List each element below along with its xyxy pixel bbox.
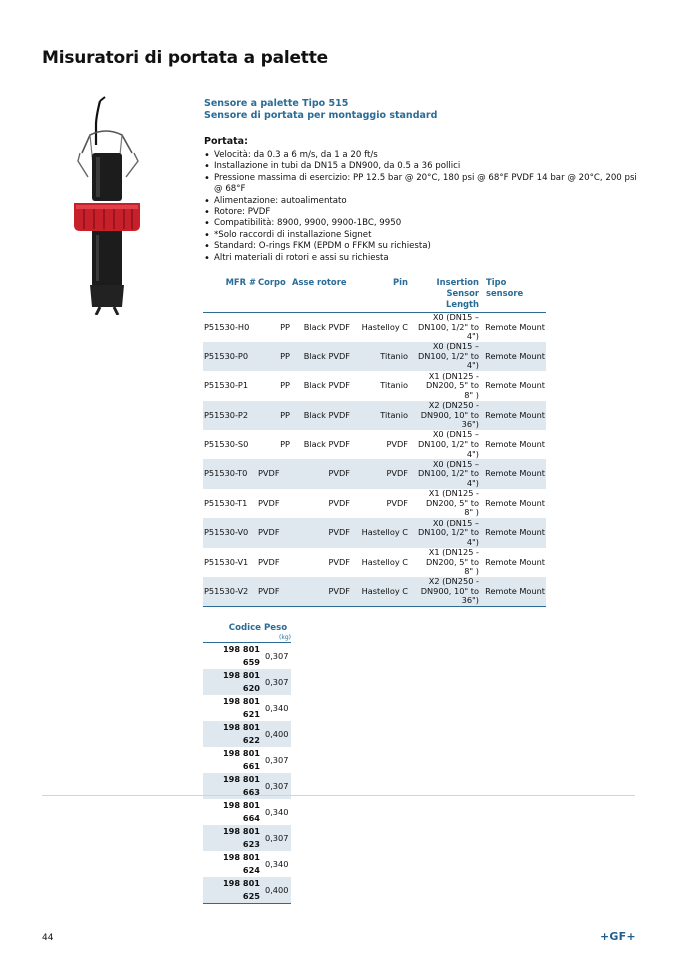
insertion-line: X1 (DN125 - [428,546,479,557]
cell-insertion [409,371,480,400]
cell-peso: 0,400 [261,877,291,904]
header-corpo: Corpo [257,276,291,313]
feature-item: • Installazione in tubi da DN15 a DN900, da 0.5 a 36 pollici [204,161,644,172]
feature-item: • Altri materiali di rotori e assi su richiesta [204,253,644,264]
cell-mfr: P51530-H0 [204,321,250,332]
cell-tipo: Remote Mount [480,459,546,488]
cell-mfr: P51530-P1 [204,380,249,391]
cell-insertion [409,459,480,488]
cell-tipo: Remote Mount [480,401,546,430]
insertion-line: X1 (DN125 - [428,488,479,499]
insertion-line: 4") [466,477,479,488]
cell-asse: PVDF [291,459,351,488]
cell-peso: 0,307 [261,825,291,851]
table-row [203,851,291,877]
cell-tipo: Remote Mount [485,321,545,332]
table-row [203,577,546,606]
header-tipo-sensore: Tipo sensore [480,276,546,313]
cell-peso: 0,307 [261,773,291,799]
cell-asse: Black PVDF [303,321,350,332]
cell-pin: Hastelloy C [361,321,408,332]
header-insertion-length [409,276,480,313]
table-row [203,548,546,577]
cell-corpo: PVDF [257,518,291,547]
cell-peso: 0,340 [265,702,289,713]
insertion-line: DN900, 10" to [420,585,479,596]
page-title: Misuratori di portata a palette [42,48,328,68]
insertion-line: 4") [466,331,479,342]
cell-asse: PVDF [328,497,350,508]
cell-codice: 198 801 621 [222,696,260,719]
insertion-line: X2 (DN250 - [428,399,479,410]
cell-asse: PVDF [291,518,351,547]
cell-peso: 0,307 [265,650,289,661]
cell-tipo: Remote Mount [485,380,545,391]
cell-asse: Black PVDF [291,342,351,371]
cell-pin: PVDF [386,438,408,449]
product-name: Sensore a palette Tipo 515 [204,98,349,109]
cell-corpo: PP [257,342,291,371]
cell-pin: Titanio [380,380,408,391]
cell-peso: 0,400 [261,721,291,747]
table-row [203,401,546,430]
cell-mfr: P51530-T0 [203,459,257,488]
cell-insertion [409,430,480,459]
cell-pin: PVDF [386,497,408,508]
insertion-line: 8" ) [464,566,479,577]
cell-insertion [409,489,480,518]
cell-corpo: PVDF [258,556,280,567]
insertion-line: X0 (DN15 – [432,517,479,528]
table-row [203,518,546,547]
cell-tipo: Remote Mount [485,556,545,567]
cell-corpo: PVDF [257,577,291,606]
section-heading: Portata: [204,136,248,147]
cell-mfr: P51530-V1 [204,556,249,567]
header-insertion-line2: Sensor [446,288,479,298]
cell-tipo: Remote Mount [480,577,546,606]
insertion-line: 8" ) [464,389,479,400]
table-row [203,799,291,825]
cell-asse: Black PVDF [291,401,351,430]
cell-mfr: P51530-S0 [204,438,249,449]
insertion-line: DN200, 5" to [425,380,479,391]
table-row [203,669,291,695]
header-pin: Pin [351,276,409,313]
product-description: Sensore di portata per montaggio standard [204,110,438,121]
cell-pin: Hastelloy C [351,518,409,547]
insertion-line: X2 (DN250 - [428,576,479,587]
cell-codice: 198 801 624 [222,852,260,875]
feature-item: • Rotore: PVDF [204,207,644,218]
cell-codice: 198 801 622 [203,721,261,747]
feature-list [204,150,644,264]
cell-pin: Titanio [351,401,409,430]
insertion-line: DN100, 1/2" to [417,438,479,449]
cell-pin: Titanio [351,342,409,371]
product-subtitle [204,98,437,122]
spec-table-header [203,276,546,313]
table-row [203,489,546,518]
cell-corpo: PP [280,438,290,449]
header-codice: Codice [203,623,261,643]
insertion-line: 8" ) [464,507,479,518]
insertion-line: 4") [466,360,479,371]
header-mfr: MFR # [203,276,257,313]
cell-insertion [409,548,480,577]
table-row [203,459,546,488]
cell-corpo: PP [257,401,291,430]
insertion-line: DN900, 10" to [420,409,479,420]
insertion-line: 36") [461,595,479,606]
cell-asse: PVDF [291,577,351,606]
feature-item: • Velocità: da 0.3 a 6 m/s, da 1 a 20 ft/s [204,150,644,161]
header-insertion-line1: Insertion [436,277,479,287]
insertion-line: X0 (DN15 – [432,458,479,469]
cell-corpo: PVDF [257,459,291,488]
specification-table [203,276,546,607]
cell-codice: 198 801 625 [203,877,261,904]
insertion-line: X1 (DN125 - [428,370,479,381]
table-row [203,747,291,773]
insertion-line: DN200, 5" to [425,556,479,567]
table-row [203,313,546,342]
cell-peso: 0,340 [265,858,289,869]
cell-codice: 198 801 663 [203,773,261,799]
table-row [203,825,291,851]
table-row [203,877,291,904]
header-asse-rotore: Asse rotore [291,276,351,313]
table-row [203,430,546,459]
cell-codice: 198 801 620 [203,669,261,695]
cell-insertion [409,342,480,371]
cell-mfr: P51530-T1 [204,497,248,508]
cell-mfr: P51530-V2 [203,577,257,606]
feature-item: • Pressione massima di esercizio: PP 12.5 bar @ 20°C, 180 psi @ 68°F PVDF 14 bar @ 20°C, 200 psi @ 68°F [204,173,644,196]
cell-corpo: PVDF [258,497,280,508]
cell-tipo: Remote Mount [485,497,545,508]
insertion-line: X0 (DN15 – [432,429,479,440]
cell-peso: 0,340 [265,806,289,817]
gf-logo: +GF+ [600,930,636,943]
header-peso-unit: (kg) [279,634,291,641]
table-row [203,643,291,670]
cell-codice: 198 801 661 [222,748,260,771]
header-peso-label: Peso [264,623,288,633]
cell-asse: PVDF [328,556,350,567]
insertion-line: DN100, 1/2" to [417,527,479,538]
page-number: 44 [42,933,54,943]
table-row [203,721,291,747]
insertion-line: 4") [466,448,479,459]
table-row [203,371,546,400]
cell-corpo: PP [280,380,290,391]
cell-pin: PVDF [351,459,409,488]
feature-item: • Compatibilità: 8900, 9900, 9900-1BC, 9950 [204,218,644,229]
insertion-line: DN200, 5" to [425,497,479,508]
cell-peso: 0,307 [261,669,291,695]
cell-tipo: Remote Mount [480,518,546,547]
paddlewheel-sensor-image [60,95,160,315]
cell-tipo: Remote Mount [480,342,546,371]
code-weight-table [203,623,291,904]
cell-tipo: Remote Mount [485,438,545,449]
cell-asse: Black PVDF [303,438,350,449]
cell-insertion [409,401,480,430]
insertion-line: DN100, 1/2" to [417,468,479,479]
cell-codice: 198 801 659 [222,644,260,667]
insertion-line: X0 (DN15 – [432,341,479,352]
insertion-line: 36") [461,419,479,430]
cell-insertion [409,577,480,606]
cell-mfr: P51530-V0 [203,518,257,547]
cell-codice: 198 801 664 [222,800,260,823]
cell-mfr: P51530-P0 [203,342,257,371]
insertion-line: X0 (DN15 – [432,312,479,323]
cell-peso: 0,307 [265,754,289,765]
cell-codice: 198 801 623 [203,825,261,851]
table-row [203,695,291,721]
section-divider [42,795,635,796]
cell-pin: Hastelloy C [351,577,409,606]
insertion-line: 4") [466,536,479,547]
insertion-line: DN100, 1/2" to [417,321,479,332]
insertion-line: DN100, 1/2" to [417,350,479,361]
cell-corpo: PP [280,321,290,332]
header-insertion-line3: Length [446,299,479,309]
cell-insertion [409,313,480,342]
cell-insertion [409,518,480,547]
cell-mfr: P51530-P2 [203,401,257,430]
cell-asse: Black PVDF [303,380,350,391]
cell-pin: Hastelloy C [361,556,408,567]
code-table-header [203,623,291,643]
header-peso [261,623,291,643]
table-row [203,342,546,371]
feature-item: • Alimentazione: autoalimentato [204,196,644,207]
feature-item: • Standard: O-rings FKM (EPDM o FFKM su richiesta) [204,241,644,252]
feature-item: • *Solo raccordi di installazione Signet [204,230,644,241]
